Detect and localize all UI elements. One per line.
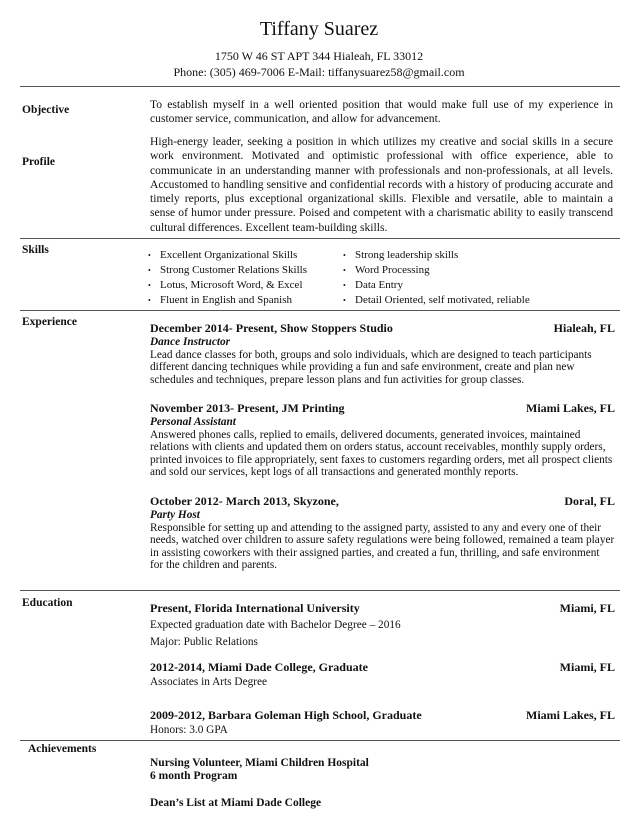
experience-entry <box>150 401 615 479</box>
resume-name: Tiffany Suarez <box>259 18 379 40</box>
skill-item: • Fluent in English and Spanish <box>150 293 307 308</box>
experience-location: Miami Lakes, FL <box>526 401 615 415</box>
experience-description: Responsible for setting up and attending to the assigned party, assisted to any and every one of their needs, watched over children to assure safety regulations were being followed, remained a team player in assisting coworkers with their assigned parties, and created a fun, thrilling, and safe environment for the children and parents. <box>150 521 615 571</box>
education-title: 2012-2014, Miami Dade College, Graduate <box>150 660 368 674</box>
education-heading <box>150 660 615 675</box>
objective-text: To establish myself in a well oriented position that would make full use of my experience in customer service, communication, and allow for advancement. <box>150 98 613 126</box>
education-location: Miami, FL <box>559 601 615 615</box>
education-heading <box>150 601 615 616</box>
experience-title: December 2014- Present, Show Stoppers Studio <box>150 321 393 335</box>
experience-role: Party Host <box>150 509 200 521</box>
education-detail: Expected graduation date with Bachelor Degree – 2016 <box>150 619 401 631</box>
education-location: Miami, FL <box>559 660 615 674</box>
education-location: Miami Lakes, FL <box>526 708 615 722</box>
divider <box>20 740 620 741</box>
experience-location: Doral, FL <box>564 494 615 508</box>
skill-item: • Word Processing <box>345 263 530 278</box>
experience-role: Personal Assistant <box>150 416 236 428</box>
section-label-profile: Profile <box>22 156 55 168</box>
experience-title: November 2013- Present, JM Printing <box>150 401 345 415</box>
experience-heading <box>150 401 615 416</box>
education-entry <box>150 601 615 649</box>
education-entry <box>150 660 615 689</box>
skill-item: • Strong leadership skills <box>345 248 530 263</box>
section-label-experience: Experience <box>22 316 77 328</box>
skill-item: • Lotus, Microsoft Word, & Excel <box>150 278 307 293</box>
experience-heading <box>150 494 615 509</box>
education-detail: Associates in Arts Degree <box>150 676 268 688</box>
skills-column-right <box>345 248 530 308</box>
section-label-skills: Skills <box>22 244 49 256</box>
skill-item: • Strong Customer Relations Skills <box>150 263 307 278</box>
section-label-objective: Objective <box>22 104 70 116</box>
divider <box>20 590 620 591</box>
section-label-achievements: Achievements <box>28 743 97 755</box>
experience-entry <box>150 494 615 572</box>
achievement-item: Dean’s List at Miami Dade College <box>150 797 322 809</box>
divider <box>20 86 620 87</box>
divider <box>20 310 620 311</box>
profile-text: High-energy leader, seeking a position in which utilizes my creative and social skills in a secure work environment. Motivated and optimistic professional with office experience, able to communicate in an understanding manner with professionals and non-professionals, at all levels. Accustomed to handling sensitive and confidential records with a history of producing accurate and timely reports, plus exceptional organizational skills. Flexible and versatile, able to maintain a sense of humor under pressure. Poised and competent with a charismatic ability to easily transcend cultural differences. Excellent team-building skills. <box>150 135 613 234</box>
achievement-item: 6 month Program <box>150 770 238 782</box>
education-title: 2009-2012, Barbara Goleman High School, Graduate <box>150 708 422 722</box>
achievement-item: Nursing Volunteer, Miami Children Hospital <box>150 757 369 769</box>
experience-title: October 2012- March 2013, Skyzone, <box>150 494 339 508</box>
contact-info: Phone: (305) 469-7006 E-Mail: tiffanysuarez58@gmail.com <box>173 65 465 79</box>
experience-entry <box>150 321 615 386</box>
address: 1750 W 46 ST APT 344 Hialeah, FL 33012 <box>214 49 424 63</box>
skill-item: • Detail Oriented, self motivated, reliable <box>345 293 530 308</box>
experience-heading <box>150 321 615 336</box>
section-label-education: Education <box>22 597 73 609</box>
experience-location: Hialeah, FL <box>553 321 615 335</box>
experience-description: Lead dance classes for both, groups and solo individuals, which are designed to teach participants different dancing techniques while providing a fun and safe environment, create and plan new schedules and techniques, prepare lesson plans and fun activities for group classes. <box>150 348 592 386</box>
skill-item: • Data Entry <box>345 278 530 293</box>
experience-role: Dance Instructor <box>150 336 231 348</box>
education-detail: Honors: 3.0 GPA <box>150 724 228 736</box>
skill-item: • Excellent Organizational Skills <box>150 248 307 263</box>
education-detail: Major: Public Relations <box>150 636 258 648</box>
experience-description: Answered phones calls, replied to emails, delivered documents, generated invoices, maintained relations with clients and updated them on orders status, account receivables, monthly supply orders, printed invoices to file appropriately, sent faxes to customers regarding orders, met all prospect clients and sold our services, kept logs of all transactions and generated monthly reports. <box>150 428 613 478</box>
education-heading <box>150 708 615 723</box>
education-entry <box>150 708 615 737</box>
skills-column-left <box>150 248 307 308</box>
divider <box>20 238 620 239</box>
education-title: Present, Florida International University <box>150 601 360 615</box>
